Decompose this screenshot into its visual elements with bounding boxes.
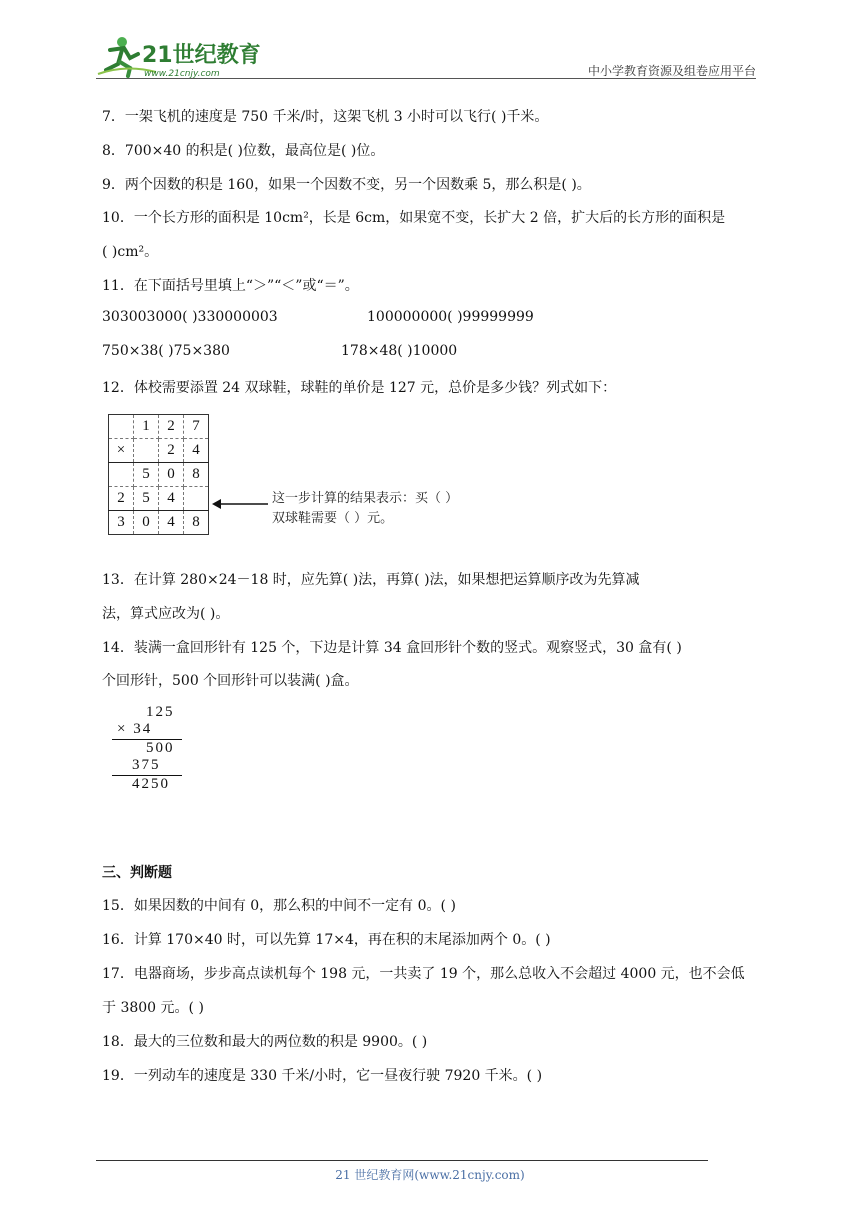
svg-text:21世纪教育: 21世纪教育 [142, 43, 261, 68]
site-logo [96, 34, 266, 80]
grid-cell: 2 [109, 487, 134, 511]
footer-divider [96, 1160, 708, 1161]
question-16: 16．计算 170×40 时，可以先算 17×4，再在积的末尾添加两个 0。( ) [102, 932, 551, 948]
footer-link[interactable]: 21 世纪教育网(www.21cnjy.com) [335, 1168, 525, 1182]
compare-3: 750×38( )75×380 [102, 343, 230, 359]
question-17-line1: 17．电器商场，步步高点读机每个 198 元，一共卖了 19 个，那么总收入不会超过 4000 元，也不会低 [102, 966, 745, 982]
grid-cell [134, 439, 159, 463]
grid-note-line2: 双球鞋需要（ ）元。 [272, 511, 394, 526]
question-11: 11．在下面括号里填上“＞”“＜”或“＝”。 [102, 278, 359, 294]
runner-logo-icon [96, 34, 266, 80]
grid-cell: 0 [134, 511, 159, 535]
grid-cell: × [109, 439, 134, 463]
section-title: 三、判断题 [102, 865, 172, 881]
question-17-line2: 于 3800 元。( ) [102, 1000, 204, 1016]
vertical-row: 125 [146, 704, 175, 720]
platform-title: 中小学教育资源及组卷应用平台 [587, 64, 756, 78]
svg-text:www.21cnjy.com: www.21cnjy.com [144, 69, 220, 79]
question-19: 19．一列动车的速度是 330 千米/小时，它一昼夜行驶 7920 千米。( ) [102, 1068, 543, 1084]
grid-cell: 8 [184, 511, 209, 535]
grid-cell: 8 [184, 463, 209, 487]
multiplication-grid [108, 414, 209, 535]
question-13-line2: 法，算式应改为( )。 [102, 606, 230, 622]
grid-cell: 2 [159, 415, 184, 439]
question-10-line1: 10．一个长方形的面积是 10cm²，长是 6cm，如果宽不变，长扩大 2 倍，扩大后的长方形的面积是 [102, 210, 726, 226]
question-13-line1: 13．在计算 280×24－18 时，应先算( )法，再算( )法，如果想把运算顺序改为先算减 [102, 572, 640, 588]
question-7: 7．一架飞机的速度是 750 千米/时，这架飞机 3 小时可以飞行( )千米。 [102, 109, 549, 125]
header-divider [96, 78, 756, 79]
grid-cell: 5 [134, 487, 159, 511]
compare-1: 303003000( )330000003 [102, 309, 278, 325]
grid-cell: 0 [159, 463, 184, 487]
grid-cell [109, 415, 134, 439]
grid-note-line1: 这一步计算的结果表示：买（ ） [272, 491, 459, 506]
question-14-line2: 个回形针，500 个回形针可以装满( )盒。 [102, 673, 359, 689]
question-15: 15．如果因数的中间有 0，那么积的中间不一定有 0。( ) [102, 898, 456, 914]
grid-cell: 3 [109, 511, 134, 535]
compare-4: 178×48( )10000 [341, 343, 458, 359]
arrow-left-icon [212, 498, 268, 510]
grid-cell: 4 [159, 511, 184, 535]
grid-cell [184, 487, 209, 511]
grid-cell [109, 463, 134, 487]
question-12: 12．体校需要添置 24 双球鞋，球鞋的单价是 127 元，总价是多少钱？列式如下： [102, 380, 617, 396]
grid-cell: 4 [159, 487, 184, 511]
compare-2: 100000000( )99999999 [367, 309, 534, 325]
vertical-row: 375 [132, 757, 161, 773]
grid-cell: 1 [134, 415, 159, 439]
vertical-row: 500 [146, 740, 175, 756]
grid-cell: 7 [184, 415, 209, 439]
question-18: 18．最大的三位数和最大的两位数的积是 9900。( ) [102, 1034, 428, 1050]
vertical-row: × 34 [117, 721, 153, 737]
vertical-row: 4250 [132, 776, 170, 792]
grid-cell: 5 [134, 463, 159, 487]
question-8: 8．700×40 的积是( )位数，最高位是( )位。 [102, 143, 385, 159]
question-9: 9．两个因数的积是 160，如果一个因数不变，另一个因数乘 5，那么积是( )。 [102, 177, 591, 193]
question-14-line1: 14．装满一盒回形针有 125 个，下边是计算 34 盒回形针个数的竖式。观察竖式，30 盒有( ) [102, 640, 682, 656]
grid-cell: 2 [159, 439, 184, 463]
grid-cell: 4 [184, 439, 209, 463]
question-10-line2: ( )cm²。 [102, 244, 159, 260]
